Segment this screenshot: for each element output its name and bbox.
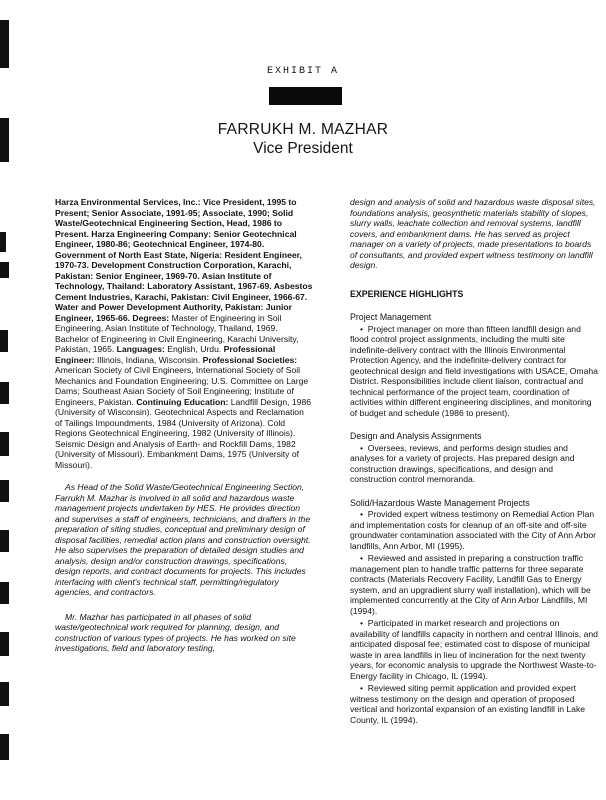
exhibit-label: EXHIBIT A <box>266 66 339 77</box>
languages-text: English, Urdu. <box>167 344 224 354</box>
pm-item: • Project manager on more than fifteen landfill design and flood control project assignments, including the multi site indefinite-delivery contract with the Illinois Environmental Protection Agency, and the indefinite-delivery contract for geotechnical design and field investigations with USACE, Omaha District. Responsibilities include client liaison, contractual and technical performance of the project team, coordination of activities within different engineering disciplines, and monitoring of budget and schedule (1986 to present). <box>350 324 600 419</box>
solid-waste-item: • Participated in market research and projections on availability of landfills capacity in northern and central Illinois, and anticipated disposal fee; estimated cost to dispose of municipal waste in area landfills in lieu of incineration for the next twenty years, for economic analysis to upgrade the Northwest Waste-to-Energy facility in Chicago, IL (1994). <box>350 618 600 681</box>
binding-mark <box>0 330 8 352</box>
solid-waste-item: • Provided expert witness testimony on Remedial Action Plan and implementation costs for cleanup of an off-site and off-site groundwater contamination associated with the City of Ann Arbor landfills, Ann Arbor, MI (1995). <box>350 509 600 551</box>
education-label: Continuing Education: <box>136 396 231 407</box>
solid-waste-item: • Reviewed siting permit application and provided expert witness testimony on the design and operation of proposed vertical and horizontal expansion of an existing landfill in Lake County, IL (1994). <box>350 683 600 725</box>
binding-mark <box>0 232 6 252</box>
person-title: Vice President <box>253 140 353 157</box>
binding-mark <box>0 20 9 68</box>
pe-text: Illinois, Indiana, Wisconsin. <box>97 354 203 365</box>
experience-paragraph: Mr. Mazhar has participated in all phases of solid waste/geotechnical work required for planning, design, and construction of various types of projects. He has worked on site investigations, field and laboratory testing, <box>55 611 296 653</box>
design-heading: Design and Analysis Assignments <box>350 431 482 441</box>
solid-waste-item: • Reviewed and assisted in preparing a construction traffic management plan to handle traffic patterns for three separate contracts (Materials Recovery Facility, Landfill Gas to Energy system, and an upgradient slurry wall installation), which will be implemented concurrently at the City of Ann Arbor Landfills, MI (1994). <box>350 553 600 616</box>
binding-mark <box>0 682 9 706</box>
highlights-heading: EXPERIENCE HIGHLIGHTS <box>350 288 464 299</box>
bio-summary <box>55 197 313 470</box>
experience-continued: design and analysis of solid and hazardous waste disposal sites, foundations analysis, geosynthetic materials stability of slopes, slurry walls, leachate collection and removal systems, landfill covers, and embankment dams. He has served as project manager on a variety of projects, made presentations to boards of consultants, and provided expert witness testimony on landfill design. <box>350 197 596 270</box>
pm-heading: Project Management <box>350 312 432 322</box>
left-column <box>55 197 313 654</box>
redaction-bar <box>269 87 342 105</box>
role-paragraph: As Head of the Solid Waste/Geotechnical Engineering Section, Farrukh M. Mazhar is involved in all solid and hazardous waste management projects undertaken by HES. He provides direction and supervises a staff of engineers, technicians, and drafters in the preparation of siting studies, conceptual and preliminary design of disposal facilities, remedial action plans and construction oversight. He also supervises the preparation of detailed design studies and analysis, design and/or construction drawings, specifications, design reports, and contract documents for projects. This includes interfacing with client's technical staff, permitting/regulatory agencies, and contractors. <box>55 482 311 597</box>
binding-mark <box>0 480 9 502</box>
binding-mark <box>0 530 9 552</box>
binding-mark <box>0 262 9 278</box>
pe-label: Professional Engineer: <box>55 344 276 365</box>
binding-mark <box>0 382 9 404</box>
societies-label: Professional Societies: <box>202 354 298 365</box>
binding-mark <box>0 632 9 656</box>
solid-waste-heading: Solid/Hazardous Waste Management Projects <box>350 497 530 508</box>
degrees-text: Master of Engineering in Soil Engineering, Asian Institute of Technology, Thailand, 1969. Bachelor of Engineering in Civil Engineering, Karachi University, Pakistan, 1965. <box>55 312 299 354</box>
societies-text: American Society of Civil Engineers, International Society of Soil Mechanics and Foundation Engineering; U.S. Committee on Large Dams; Southeast Asian Society of Soil Engineering; Institute of Engineers, Pakistan. <box>55 365 309 407</box>
person-name: FARRUKH M. MAZHAR <box>217 121 389 138</box>
binding-mark <box>0 582 9 604</box>
right-column <box>350 197 600 725</box>
binding-mark <box>0 432 9 456</box>
languages-label: Languages: <box>116 344 168 354</box>
employment-history: Harza Environmental Services, Inc.: Vice President, 1995 to Present; Senior Associate, 1991-95; Associate, 1990; Solid Waste/Geotechnical Engineering Section, Head, 1986 to Present. Harza Engineering Company: Senior Geotechnical Engineer, 1980-86; Geotechnical Engineer, 1974-80. Government of North East State, Nigeria: Resident Engineer, 1970-73. Development Construction Corporation, Karachi, Pakistan: Senior Engineer, 1969-70. Asian Institute of Technology, Thailand: Laboratory Assistant, 1967-69. Asbestos Cement Industries, Karachi, Pakistan: Civil Engineer, 1966-67. Water and Power Development Authority, Pakistan: Junior Engineer, 1965-66. <box>55 197 313 323</box>
education-text: Landfill Design, 1986 (University of Wisconsin). Geotechnical Aspects and Reclamation of Tailings Impoundments, 1984 (University of Arizona). Cold Regions Geotechnical Engineering, 1982 (University of Illinois). Seismic Design and Analysis of Earth- and Rockfill Dams, 1982 (University of Missouri). Embankment Dams, 1975 (University of Missouri). <box>55 396 311 470</box>
degrees-label: Degrees: <box>132 312 172 323</box>
binding-mark <box>0 734 9 760</box>
design-item: • Oversees, reviews, and performs design studies and analyses for a variety of projects. Has prepared design and construction drawings, specifications, and design and construction control memoranda. <box>350 443 600 485</box>
